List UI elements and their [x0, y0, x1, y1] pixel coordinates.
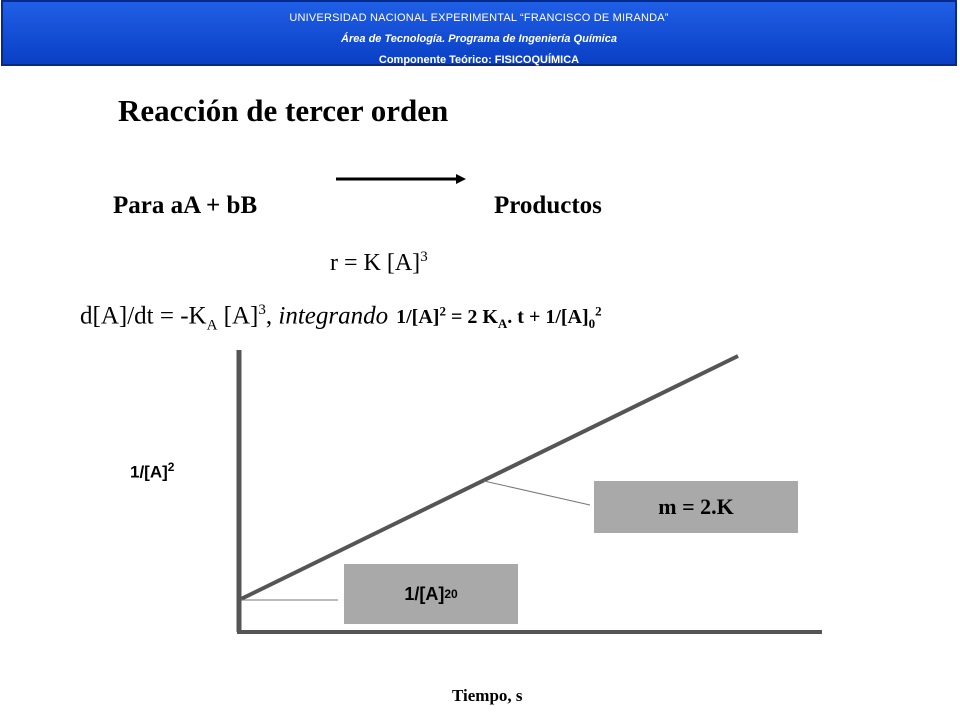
- deriv-d-part: d[A]/dt = -K: [80, 302, 207, 330]
- y-axis-label: [130, 460, 174, 483]
- result-end: . t + 1/[A]: [507, 306, 589, 329]
- deriv-exp: 3: [258, 302, 266, 318]
- slope-label: m = 2.K: [658, 494, 734, 519]
- reactants-text: Para aA + bB: [113, 192, 258, 219]
- result-a: 1/[A]: [396, 306, 440, 329]
- rate-law-lhs: r = K [A]: [330, 250, 421, 276]
- intercept-sub: 0: [451, 587, 458, 601]
- intercept-exp: 2: [444, 587, 451, 601]
- page-title: Reacción de tercer orden: [118, 93, 449, 128]
- result-end-exp: 2: [595, 303, 602, 319]
- deriv-conc: [A]: [217, 302, 259, 330]
- result-sub: A: [497, 316, 508, 332]
- deriv-word: integrando: [278, 302, 389, 330]
- result-mid: = 2 K: [445, 306, 498, 329]
- y-axis-label-text: 1/[A]: [130, 462, 168, 482]
- products-text: Productos: [494, 192, 602, 219]
- rate-law-exponent: 3: [420, 249, 428, 265]
- intercept-label-box: [344, 564, 518, 624]
- university-name: UNIVERSIDAD NACIONAL EXPERIMENTAL “FRANCISCO DE MIRANDA”: [289, 12, 669, 24]
- intercept-label-text: 1/[A]: [404, 583, 445, 604]
- component-text: Componente Teórico: FISICOQUÍMICA: [378, 54, 580, 66]
- x-axis-label: Tiempo, s: [452, 686, 523, 705]
- deriv-comma: ,: [265, 302, 279, 330]
- slope-leader-line: [484, 481, 590, 505]
- result-a-exp: 2: [439, 303, 446, 319]
- result-end-sub: 0: [588, 316, 596, 332]
- deriv-sub-a: A: [206, 317, 218, 334]
- area-text: Área de Tecnología. Programa de Ingeniería Química: [341, 33, 617, 45]
- slope-label-box: [594, 481, 798, 533]
- y-axis-label-exp: 2: [167, 460, 175, 474]
